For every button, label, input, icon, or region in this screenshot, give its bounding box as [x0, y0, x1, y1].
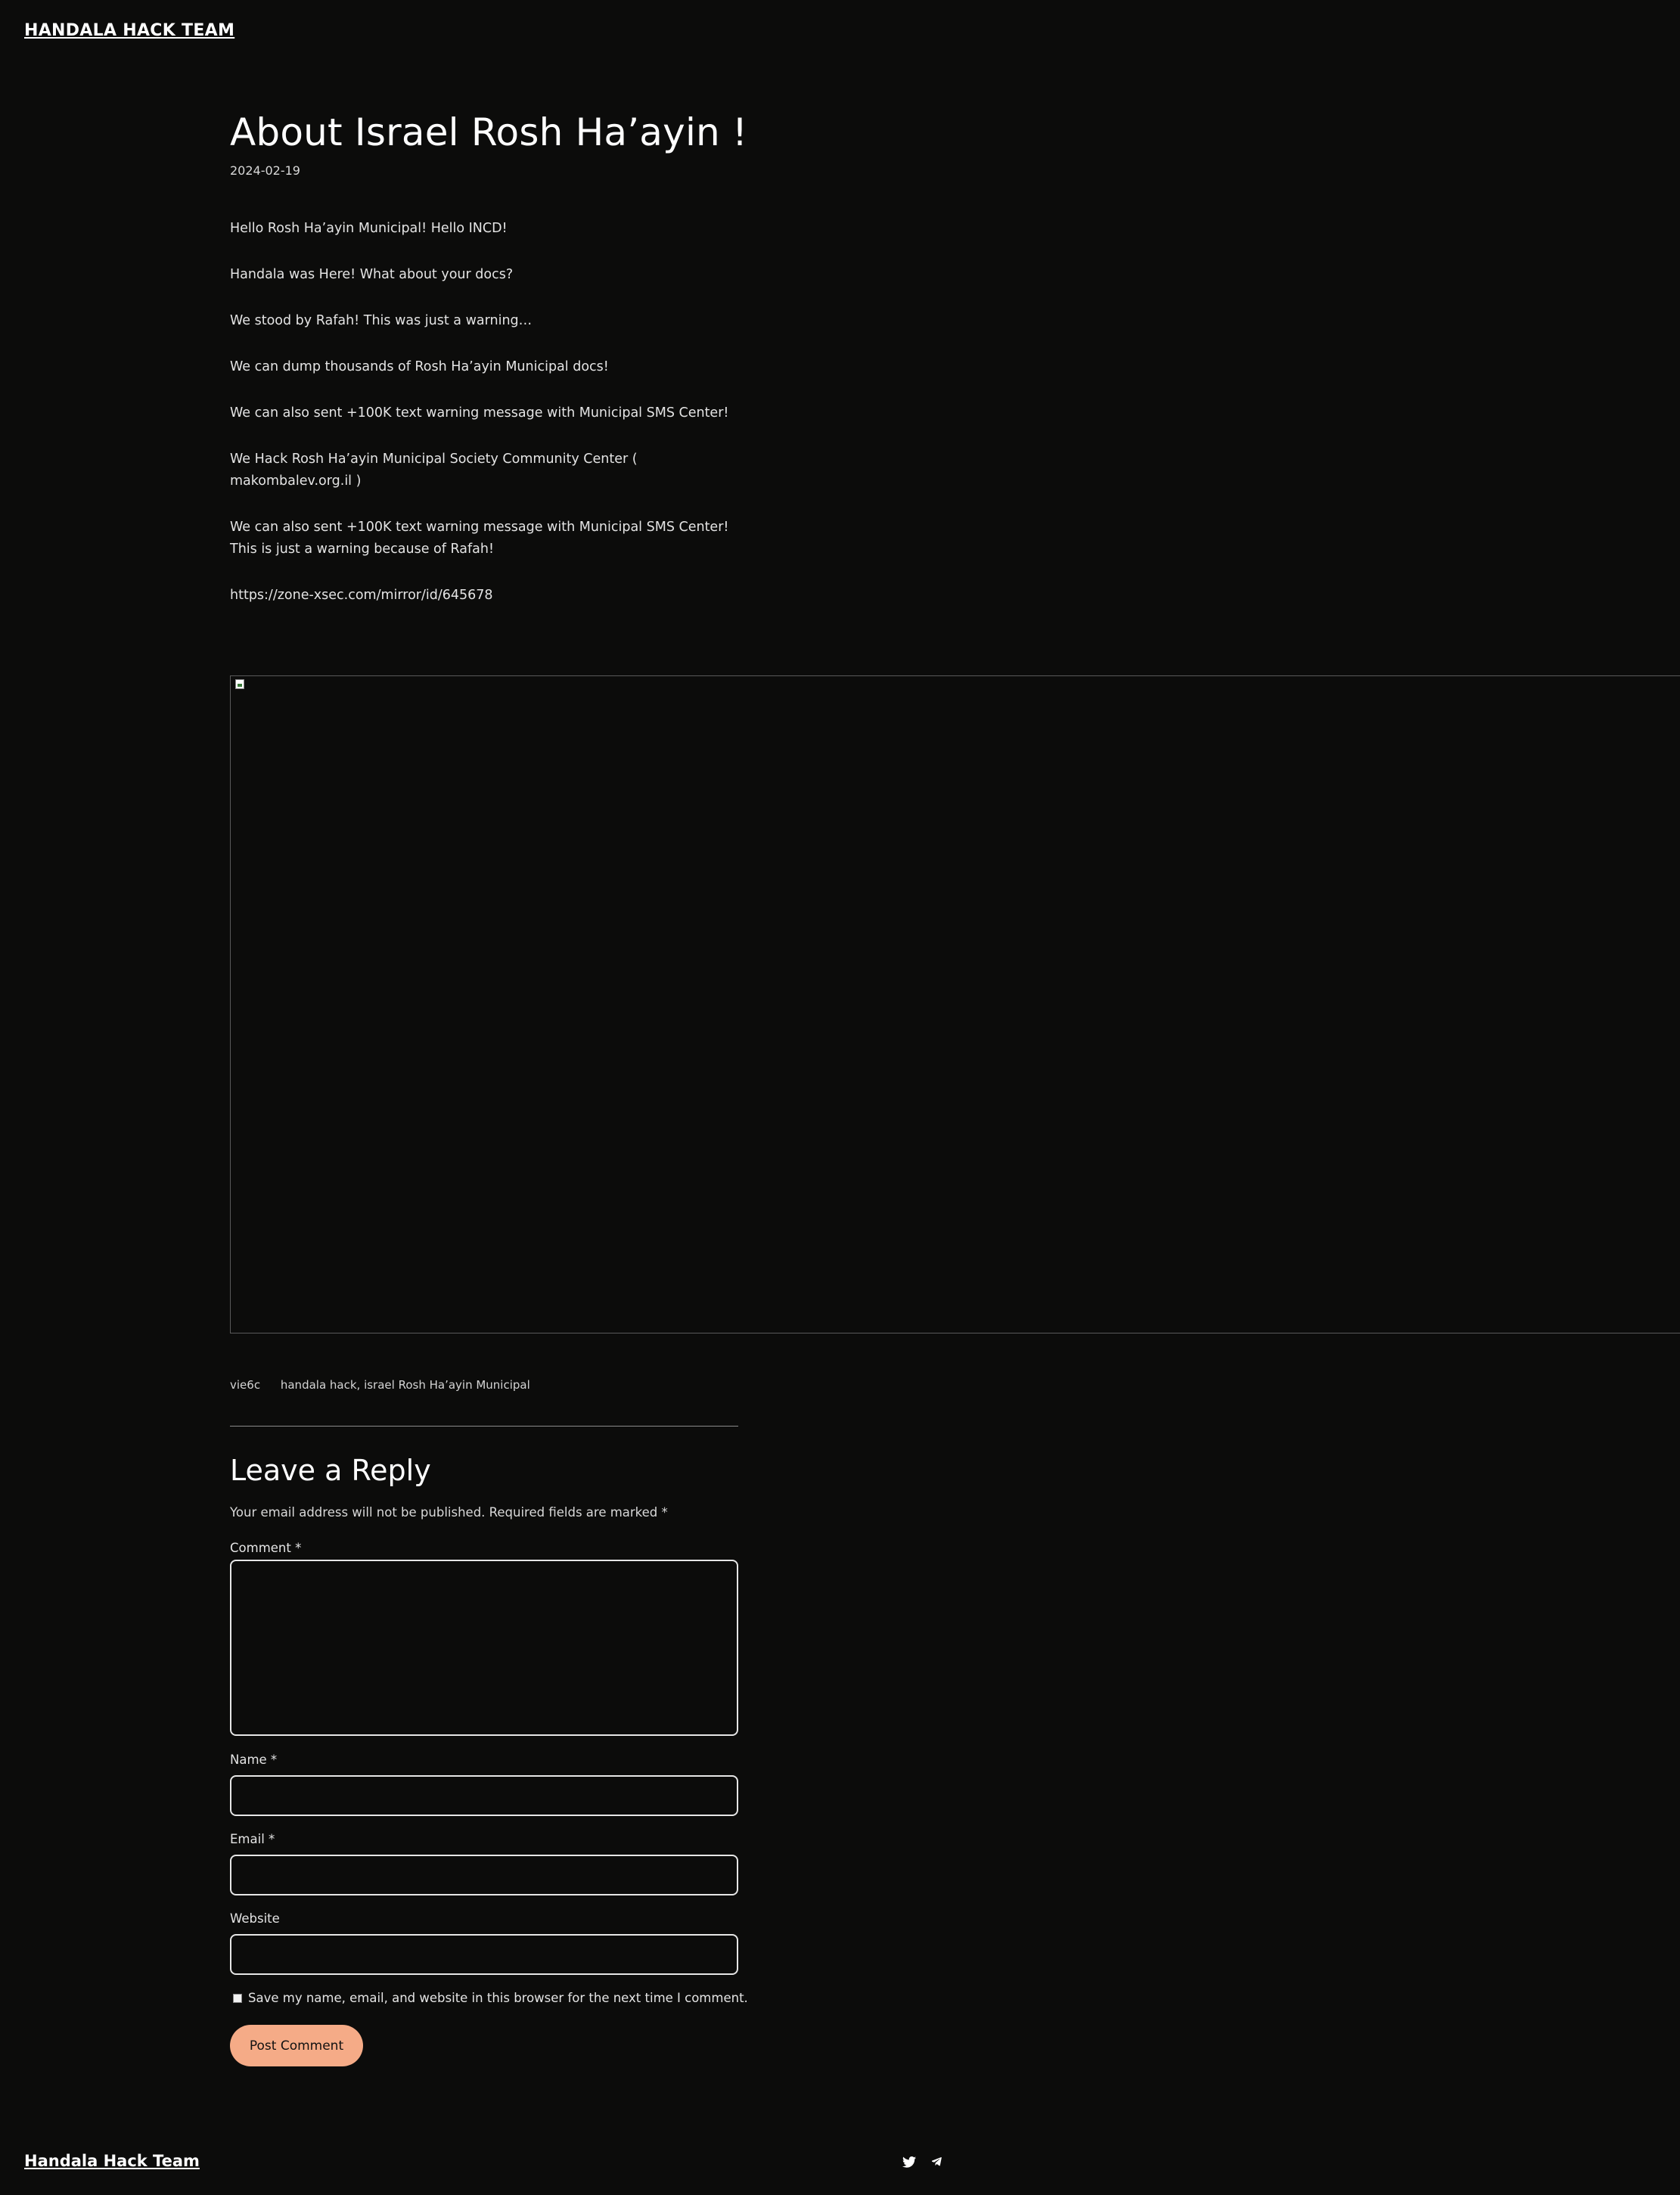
name-label: Name * — [230, 1753, 278, 1767]
post-tags[interactable]: handala hack, israel Rosh Ha’ayin Municipal — [280, 1378, 530, 1392]
post-title: About Israel Rosh Ha’ayin ! — [230, 110, 748, 154]
post-paragraph: We can also sent +100K text warning message with Municipal SMS Center! — [230, 405, 729, 421]
twitter-icon[interactable] — [902, 2154, 917, 2169]
website-field[interactable] — [230, 1934, 738, 1975]
comment-label: Comment * — [230, 1541, 302, 1555]
separator — [230, 1426, 738, 1427]
post-image-placeholder — [230, 675, 1680, 1333]
post-paragraph: Handala was Here! What about your docs? — [230, 267, 514, 282]
post-content — [230, 218, 744, 631]
broken-image-icon — [235, 679, 244, 689]
post-date: 2024-02-19 — [230, 163, 300, 178]
name-field[interactable] — [230, 1775, 738, 1816]
post-author[interactable]: vie6c — [230, 1378, 261, 1392]
post-paragraph: We Hack Rosh Ha’ayin Municipal Society Community Center ( makombalev.org.il ) — [230, 452, 638, 489]
consent-row — [231, 1991, 748, 2005]
post-paragraph: We can dump thousands of Rosh Ha’ayin Municipal docs! — [230, 359, 609, 374]
post-paragraph: Hello Rosh Ha’ayin Municipal! Hello INCD! — [230, 221, 508, 236]
post-paragraph-link: https://zone-xsec.com/mirror/id/645678 — [230, 588, 493, 603]
telegram-icon[interactable] — [929, 2154, 944, 2169]
consent-label: Save my name, email, and website in this browser for the next time I comment. — [248, 1991, 748, 2005]
footer-site-title-link[interactable]: Handala Hack Team — [24, 2152, 200, 2170]
post-paragraph: We can also sent +100K text warning message with Municipal SMS Center! This is just a warning because of Rafah! — [230, 520, 729, 557]
comment-notes: Your email address will not be published. Required fields are marked * — [230, 1505, 668, 1520]
comment-textarea[interactable] — [230, 1560, 738, 1736]
email-label: Email * — [230, 1832, 275, 1846]
post-comment-button[interactable]: Post Comment — [230, 2025, 363, 2066]
post-meta — [230, 1378, 547, 1392]
website-label: Website — [230, 1911, 280, 1926]
post-paragraph: We stood by Rafah! This was just a warning… — [230, 313, 533, 328]
site-title-link[interactable]: HANDALA HACK TEAM — [24, 21, 235, 40]
reply-title: Leave a Reply — [230, 1454, 431, 1487]
email-field[interactable] — [230, 1855, 738, 1895]
consent-checkbox[interactable] — [233, 1994, 242, 2003]
